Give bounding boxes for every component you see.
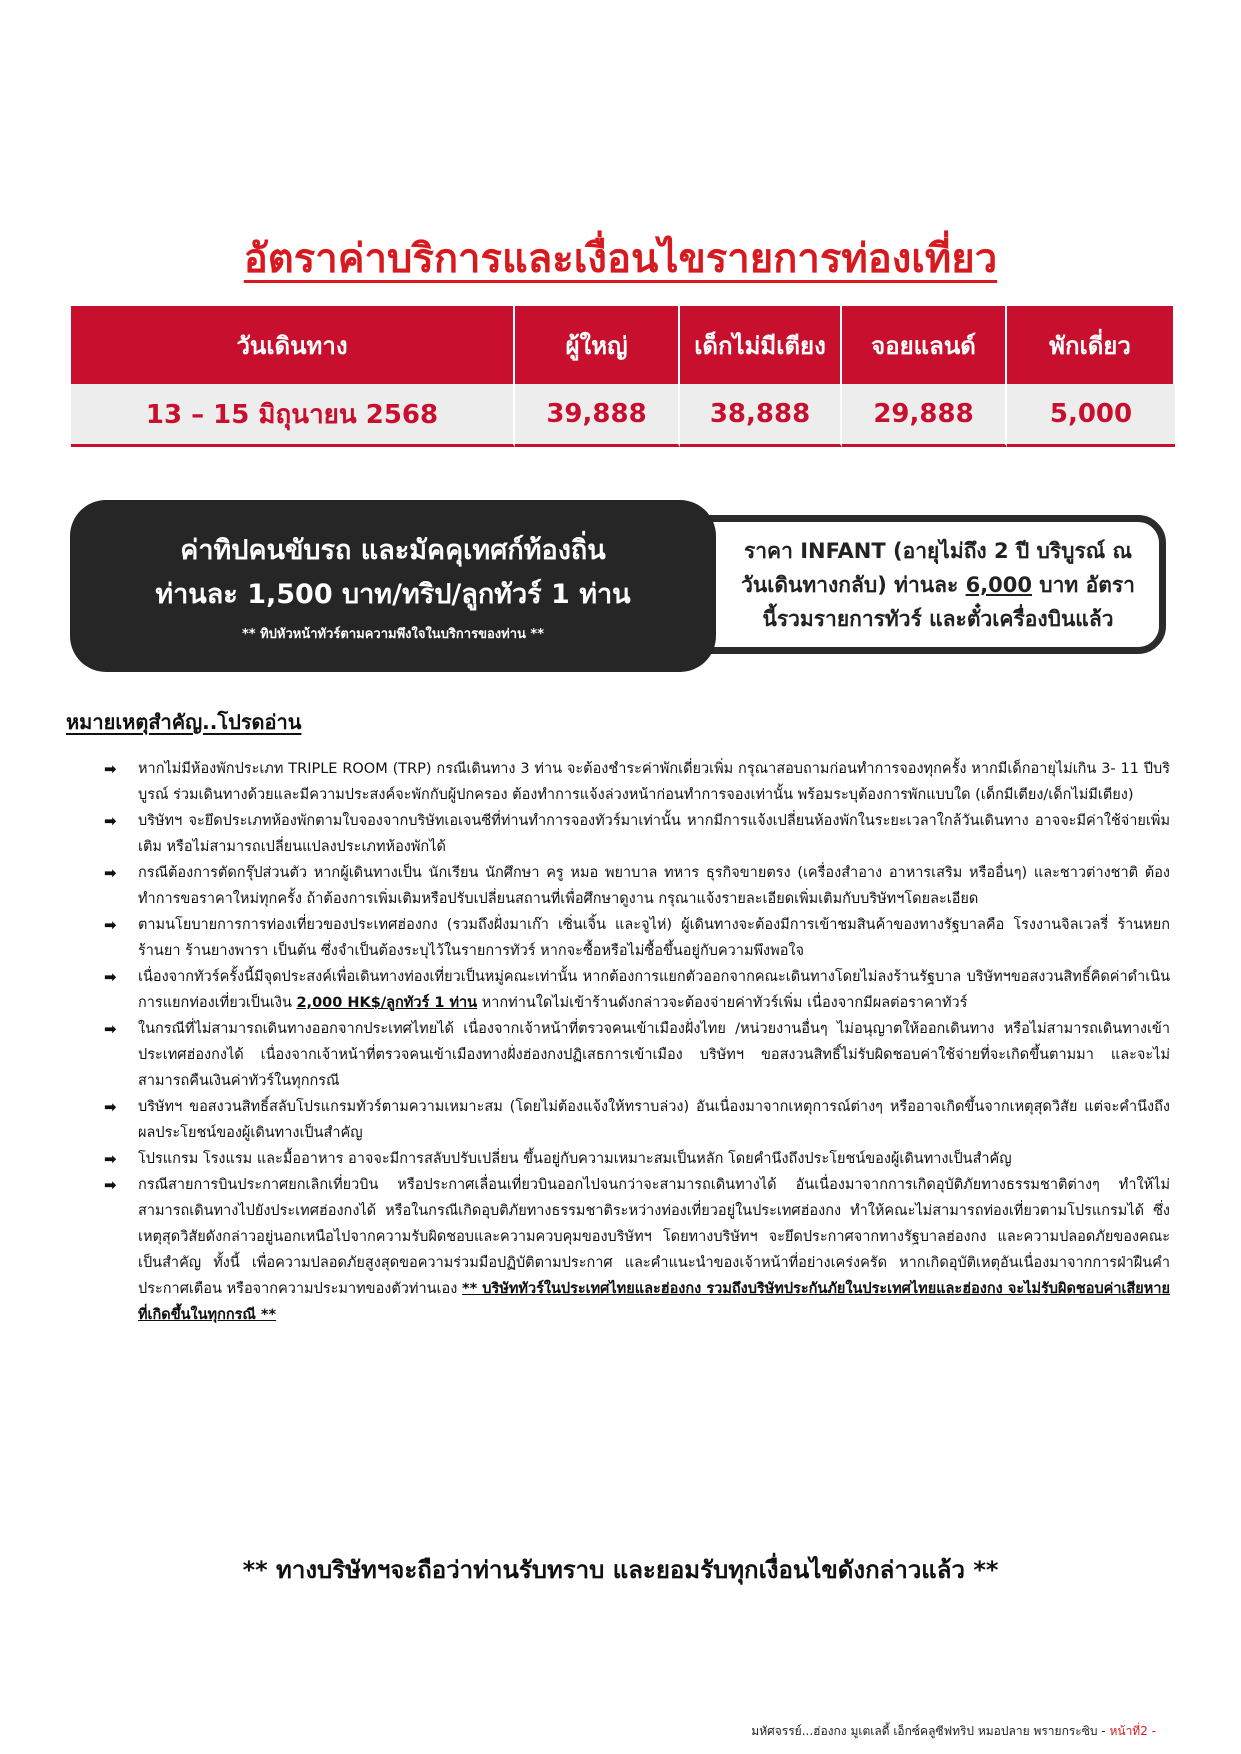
note-5-text-a: เนื่องจากทัวร์ครั้งนี้มีจุดประสงค์เพื่อเดินทางท่องเที่ยวเป็นหมู่คณะเท่านั้น หากต้องการแยกตัวออกจากคณะเดินทางโดยไม่ลงร้านรัฐบาล บริษัทฯขอสงวนสิทธิ์คิดค่าดำเนินการแยกท่องเที่ยวเป็นเงิน — [138, 969, 1170, 1011]
note-4-text: ตามนโยบายการการท่องเที่ยวของประเทศฮ่องกง (รวมถึงฝั่งมาเก๊า เซิ่นเจิ้น และจูไห่) ผู้เดินทางจะต้องมีการเข้าชมสินค้าของทางรัฐบาลคือ โรงงานจิลเวลรี่ ร้านหยก ร้านยา ร้านยางพารา เป็นต้น ซึ่งจำเป็นต้องระบุไว้ในรายการทัวร์ หากจะซื้อหรือไม่ซื้อขึ้นอยู่กับความพึงพอใจ — [138, 917, 1170, 959]
note-8-text: โปรแกรม โรงแรม และมื้ออาหาร อาจจะมีการสลับปรับเปลี่ยน ขึ้นอยู่กับความเหมาะสมเป็นหลัก โดยคำนึงถึงประโยชน์ของผู้เดินทางเป็นสำคัญ — [138, 1151, 1012, 1167]
header-travel-date: วันเดินทาง — [71, 306, 515, 384]
tip-line-1: ค่าทิปคนขับรถ และมัคคุเทศก์ท้องถิ่น — [180, 534, 606, 566]
note-6-text: ในกรณีที่ไม่สามารถเดินทางออกจากประเทศไทยได้ เนื่องจากเจ้าหน้าที่ตรวจคนเข้าเมืองฝั่งไทย /หน่วยงานอื่นๆ ไม่อนุญาตให้ออกเดินทาง หรือไม่สามารถเดินทางเข้าประเทศฮ่องกงได้ เนื่องจากเจ้าหน้าที่ตรวจคนเข้าเมืองทางฝั่งฮ่องกงปฏิเสธการเข้าเมือง บริษัทฯ ขอสงวนสิทธิ์ไม่รับผิดชอบค่าใช้จ่ายที่จะเกิดขึ้นตามมา และจะไม่สามารถคืนเงินค่าทัวร์ในทุกกรณี — [138, 1021, 1170, 1089]
header-join-land: จอยแลนด์ — [842, 306, 1007, 384]
notes-heading: หมายเหตุสำคัญ..โปรดอ่าน — [66, 710, 302, 734]
tip-line-3: ** ทิปหัวหน้าทัวร์ตามความพึงใจในบริการของท่าน ** — [241, 626, 545, 642]
price-table — [71, 306, 1175, 447]
tip-line-2: ท่านละ 1,500 บาท/ทริป/ลูกทัวร์ 1 ท่าน — [155, 578, 631, 610]
list-item — [104, 1146, 1170, 1172]
list-item — [104, 860, 1170, 912]
list-item — [104, 808, 1170, 860]
note-5-text-c: หากท่านใดไม่เข้าร้านดังกล่าวจะต้องจ่ายค่าทัวร์เพิ่ม เนื่องจากมีผลต่อราคาทัวร์ — [477, 995, 968, 1011]
header-adult: ผู้ใหญ่ — [515, 306, 680, 384]
infant-price-part1: ราคา INFANT (อายุไม่ถึง 2 ปี บริบูรณ์ ณ วันเดินทางกลับ) ท่านละ — [741, 538, 1133, 597]
header-single-supplement: พักเดี่ยว — [1007, 306, 1175, 384]
final-acknowledgement: ** ทางบริษัทฯจะถือว่าท่านรับทราบ และยอมรับทุกเงื่อนไขดังกล่าวแล้ว ** — [242, 1556, 999, 1584]
page-title: อัตราค่าบริการและเงื่อนไขรายการท่องเที่ยว — [243, 236, 998, 282]
cell-child-no-bed-price: 38,888 — [680, 384, 842, 447]
tip-box — [70, 500, 716, 672]
note-9-text-a: กรณีสายการบินประกาศยกเลิกเที่ยวบิน หรือประกาศเลื่อนเที่ยวบินออกไปจนกว่าจะสามารถเดินทางได้ อันเนื่องมาจากการเกิดอุบัติภัยทางธรรมชาติต่างๆ ทำให้ไม่สามารถเดินทางไปยังประเทศฮ่องกงได้ หรือในกรณีเกิดอุบติภัยทางธรรมชาติระหว่างท่องเที่ยวอยู่ในประเทศฮ่องกง ทำให้คณะไม่สามารถท่องเที่ยวตามโปรแกรมได้ ซึ่งเหตุสุดวิสัยดังกล่าวอยู่นอกเหนือไปจากความรับผิดชอบและความควบคุมของบริษัทฯ โดยทางบริษัทฯ จะยึดประกาศจากทางรัฐบาลฮ่องกง และความปลอดภัยของคณะเป็นสำคัญ ทั้งนี้ เพื่อความปลอดภัยสูงสุดขอความร่วมมือปฏิบัติตามประกาศ และคำแนะนำของเจ้าหน้าที่อย่างเคร่งครัด หากเกิดอุบัติเหตุอันเนื่องมาจากการฝ่าฝืนคำประกาศเตือน หรือจากความประมาทของตัวท่านเอง — [138, 1177, 1170, 1297]
note-9-disclaimer: ** บริษัททัวร์ในประเทศไทยและฮ่องกง รวมถึงบริษัทประกันภัยในประเทศไทยและฮ่องกง จะไม่รับผิดชอบค่าเสียหายที่เกิดขึ้นในทุกกรณี ** — [138, 1281, 1170, 1323]
header-child-no-bed: เด็กไม่มีเตียง — [680, 306, 842, 384]
infant-price-text — [739, 534, 1137, 636]
cell-adult-price: 39,888 — [515, 384, 680, 447]
footer-text: มหัศจรรย์...ฮ่องกง มูเตเลดี้ เอ็กซ์คลูซีฟทริป หมอปลาย พรายกระซิบ - — [751, 1724, 1110, 1738]
note-5-fee: 2,000 HK$/ลูกทัวร์ 1 ท่าน — [296, 995, 478, 1011]
notes-list — [104, 756, 1170, 1328]
cell-join-land-price: 29,888 — [842, 384, 1007, 447]
note-7-text: บริษัทฯ ขอสงวนสิทธิ์สลับโปรแกรมทัวร์ตามความเหมาะสม (โดยไม่ต้องแจ้งให้ทราบล่วง) อันเนื่องมาจากเหตุการณ์ต่างๆ หรืออาจเกิดขึ้นจากเหตุสุดวิสัย แต่จะคำนึงถึงผลประโยชน์ของผู้เดินทางเป็นสำคัญ — [138, 1099, 1170, 1141]
infant-price-box — [662, 515, 1166, 654]
infant-price-part2: บาท อัตรานี้รวมรายการทัวร์ และตั๋วเครื่องบินแล้ว — [762, 572, 1135, 631]
cell-single-supplement-price: 5,000 — [1007, 384, 1175, 447]
list-item — [104, 912, 1170, 964]
page-number: หน้าที่2 - — [1109, 1724, 1156, 1738]
note-1-text: หากไม่มีห้องพักประเภท TRIPLE ROOM (TRP) กรณีเดินทาง 3 ท่าน จะต้องชำระค่าพักเดี่ยวเพิ่ม กรุณาสอบถามก่อนทำการจองทุกครั้ง หากมีเด็กอายุไม่เกิน 3- 11 ปีบริบูรณ์ ร่วมเดินทางด้วยและมีความประสงค์จะพักกับผู้ปกครอง ต้องทำการแจ้งล่วงหน้าก่อนทำการจองเท่านั้น พร้อมระบุต้องการพักแบบใด (เด็กมีเตียง/เด็กไม่มีเตียง) — [138, 761, 1170, 803]
list-item — [104, 1016, 1170, 1094]
list-item — [104, 756, 1170, 808]
note-2-text: บริษัทฯ จะยึดประเภทห้องพักตามใบจองจากบริษัทเอเจนซีที่ท่านทำการจองทัวร์มาเท่านั้น หากมีการแจ้งเปลี่ยนห้องพักในระยะเวลาใกล้วันเดินทาง อาจจะมีค่าใช้จ่ายเพิ่มเติม หรือไม่สามารถเปลี่ยนแปลงประเภทห้องพักได้ — [138, 813, 1170, 855]
page-footer — [751, 1722, 1156, 1741]
list-item — [104, 1094, 1170, 1146]
list-item — [104, 964, 1170, 1016]
infant-price-amount: 6,000 — [965, 572, 1032, 597]
note-3-text: กรณีต้องการตัดกรุ๊ปส่วนตัว หากผู้เดินทางเป็น นักเรียน นักศึกษา ครู หมอ พยาบาล ทหาร ธุรกิจขายตรง (เครื่องสำอาง อาหารเสริม หรืออื่นๆ) และชาวต่างชาติ ต้องทำการขอราคาใหม่ทุกครั้ง ถ้าต้องการเพิ่มเติมหรือปรับเปลี่ยนสถานที่เพื่อศึกษาดูงาน กรุณาแจ้งรายละเอียดเพิ่มเติมกับบริษัทฯโดยละเอียด — [138, 865, 1170, 907]
list-item — [104, 1172, 1170, 1328]
cell-travel-date: 13 – 15 มิถุนายน 2568 — [71, 384, 515, 447]
